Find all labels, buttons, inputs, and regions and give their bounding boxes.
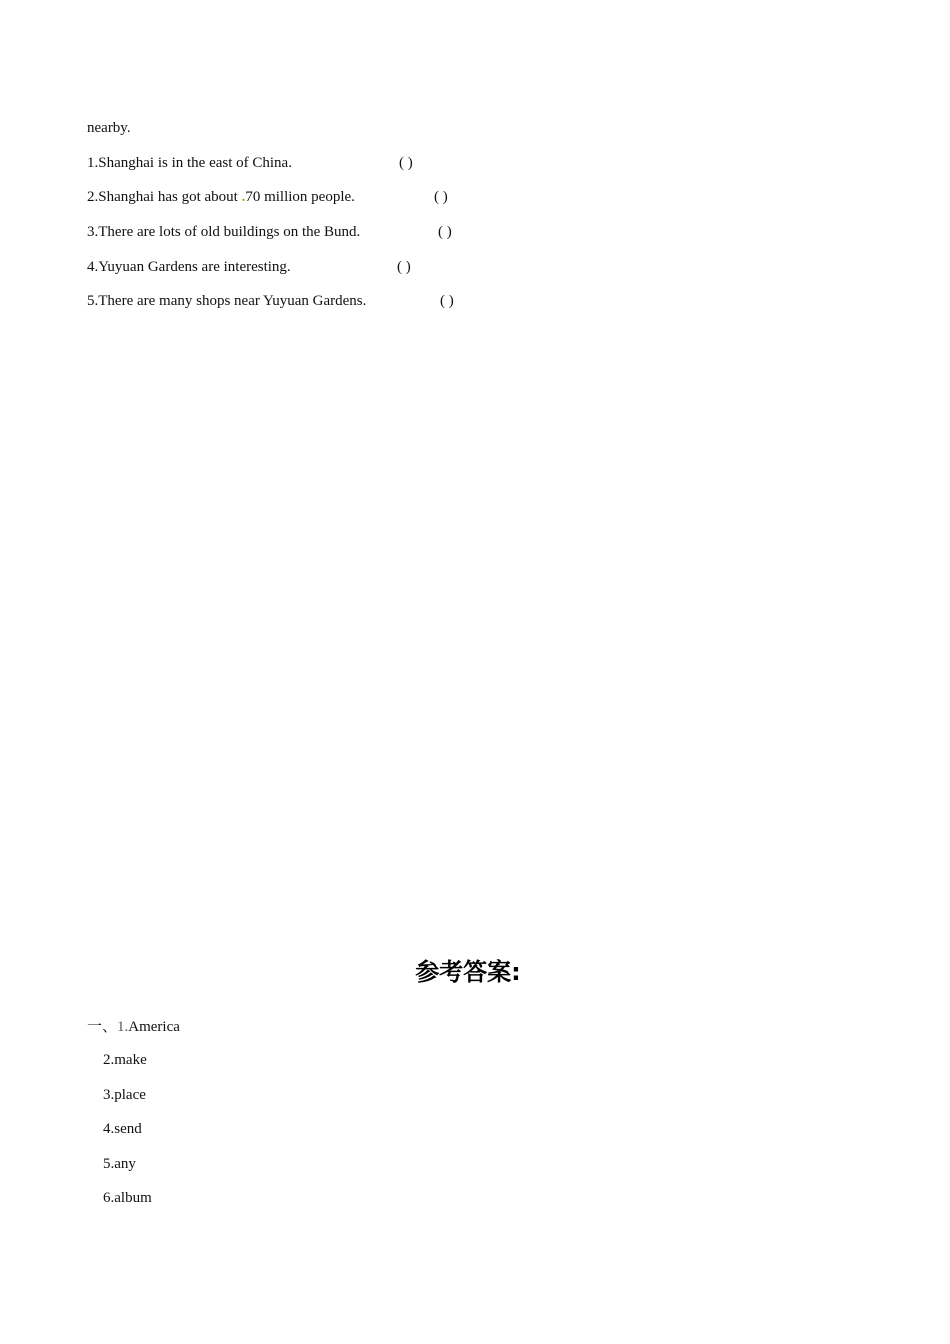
statement-3: 3.There are lots of old buildings on the Bund. bbox=[87, 224, 361, 240]
answer-box-1[interactable]: ( ) bbox=[399, 155, 413, 171]
answer-3: 3.place bbox=[103, 1087, 146, 1103]
answer-row-1 bbox=[87, 1016, 180, 1037]
statement-2-text-after: 70 million people. bbox=[245, 189, 355, 205]
answers-heading: 参考答案: bbox=[415, 958, 521, 986]
statement-2-text-before: 2.Shanghai has got about bbox=[87, 189, 242, 205]
section-label: 一、 bbox=[87, 1017, 118, 1035]
statement-2-marker: . bbox=[241, 189, 246, 205]
answer-1-number: 1. bbox=[117, 1019, 129, 1035]
answer-box-4[interactable]: ( ) bbox=[397, 259, 411, 275]
statement-2 bbox=[87, 187, 355, 207]
answer-4: 4.send bbox=[103, 1121, 142, 1137]
passage-tail: nearby. bbox=[87, 120, 131, 136]
statement-4: 4.Yuyuan Gardens are interesting. bbox=[87, 259, 291, 275]
answer-box-2[interactable]: ( ) bbox=[434, 189, 448, 205]
statement-1: 1.Shanghai is in the east of China. bbox=[87, 155, 292, 171]
answer-6: 6.album bbox=[103, 1190, 152, 1206]
answer-2: 2.make bbox=[103, 1052, 147, 1068]
answer-5: 5.any bbox=[103, 1156, 136, 1172]
answer-1: America bbox=[128, 1019, 180, 1035]
statement-5: 5.There are many shops near Yuyuan Gardens. bbox=[87, 293, 367, 309]
answer-box-3[interactable]: ( ) bbox=[438, 224, 452, 240]
answer-box-5[interactable]: ( ) bbox=[440, 293, 454, 309]
